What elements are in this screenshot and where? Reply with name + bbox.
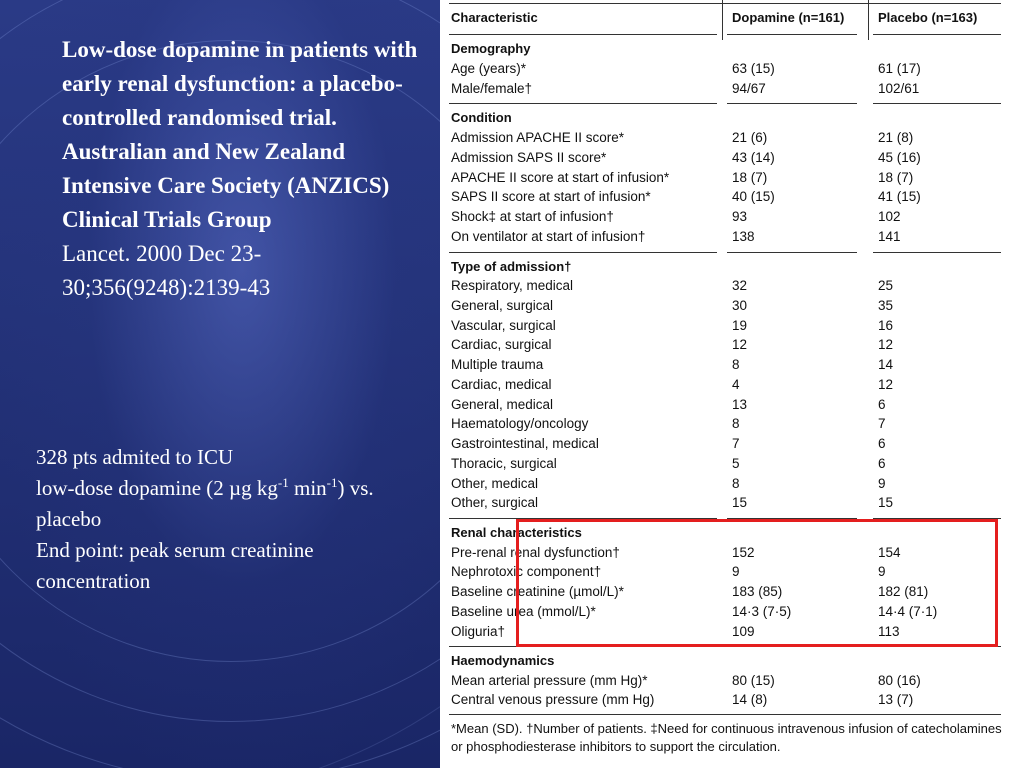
table-row — [440, 474, 1024, 494]
section-title: Renal characteristics — [451, 525, 582, 540]
dopamine-value: 93 — [732, 209, 748, 224]
table-footnote: *Mean (SD). †Number of patients. ‡Need for continuous intravenous infusion of catecholamines or phosphodiesterase inhibitors to support the circulation. — [451, 721, 1002, 754]
row-label: Cardiac, surgical — [451, 337, 552, 352]
table-row — [440, 690, 1024, 710]
row-label: Admission SAPS II score* — [451, 150, 607, 165]
dopamine-value: 4 — [732, 377, 740, 392]
renal-highlight-box — [516, 519, 998, 647]
table-row — [440, 671, 1024, 691]
section-rule — [873, 34, 1001, 35]
table-header-row — [440, 8, 1024, 28]
section-rule — [449, 34, 717, 35]
row-label: APACHE II score at start of infusion* — [451, 170, 670, 185]
placebo-value: 14·4 (7·1) — [878, 604, 938, 619]
section-title: Haemodynamics — [451, 653, 555, 668]
dopamine-value: 8 — [732, 416, 740, 431]
placebo-value: 6 — [878, 397, 886, 412]
row-label: Oliguria† — [451, 624, 506, 639]
table-row — [440, 168, 1024, 188]
section-title: Type of admission† — [451, 259, 572, 274]
row-label: SAPS II score at start of infusion* — [451, 189, 651, 204]
table-row — [440, 207, 1024, 227]
table-row — [440, 434, 1024, 454]
dopamine-value: 80 (15) — [732, 673, 775, 688]
row-label: Haematology/oncology — [451, 416, 589, 431]
dopamine-value: 152 — [732, 545, 755, 560]
table-bottom-rule — [449, 714, 1001, 715]
table-row — [440, 187, 1024, 207]
row-label: Other, medical — [451, 476, 539, 491]
dopamine-value: 32 — [732, 278, 748, 293]
dose-unit: min — [288, 476, 327, 500]
row-label: General, surgical — [451, 298, 554, 313]
table-row — [440, 335, 1024, 355]
row-label: Gastrointestinal, medical — [451, 436, 599, 451]
placebo-value: 6 — [878, 456, 886, 471]
row-label: Pre-renal renal dysfunction† — [451, 545, 620, 560]
section-rule — [727, 252, 857, 253]
table-row — [440, 493, 1024, 513]
table-row — [440, 395, 1024, 415]
dopamine-value: 5 — [732, 456, 740, 471]
placebo-value: 25 — [878, 278, 894, 293]
dopamine-value: 14 (8) — [732, 692, 768, 707]
row-label: Vascular, surgical — [451, 318, 556, 333]
section-title: Condition — [451, 110, 512, 125]
column-divider — [722, 0, 723, 40]
row-label: Mean arterial pressure (mm Hg)* — [451, 673, 648, 688]
placebo-value: 102/61 — [878, 81, 920, 96]
section-rule — [449, 103, 717, 104]
placebo-value: 182 (81) — [878, 584, 929, 599]
row-label: Other, surgical — [451, 495, 539, 510]
placebo-value: 12 — [878, 377, 894, 392]
section-title: Demography — [451, 41, 531, 56]
table-row — [440, 276, 1024, 296]
table-row — [440, 316, 1024, 336]
dopamine-value: 19 — [732, 318, 748, 333]
placebo-value: 14 — [878, 357, 894, 372]
dopamine-value: 15 — [732, 495, 748, 510]
comparator-text: ) vs. placebo — [36, 476, 374, 531]
summary-intervention — [36, 473, 416, 535]
placebo-value: 12 — [878, 337, 894, 352]
column-divider — [868, 0, 869, 40]
placebo-value: 154 — [878, 545, 901, 560]
placebo-value: 41 (15) — [878, 189, 921, 204]
row-label: On ventilator at start of infusion† — [451, 229, 646, 244]
row-label: Baseline creatinine (µmol/L)* — [451, 584, 624, 599]
placebo-value: 13 (7) — [878, 692, 914, 707]
section-rule — [449, 252, 717, 253]
header-characteristic: Characteristic — [451, 10, 538, 25]
table-row — [440, 454, 1024, 474]
dopamine-value: 138 — [732, 229, 755, 244]
section-rule — [727, 103, 857, 104]
placebo-value: 16 — [878, 318, 894, 333]
table-row — [440, 355, 1024, 375]
summary-patients: 328 pts admited to ICU — [36, 445, 234, 469]
placebo-value: 102 — [878, 209, 901, 224]
placebo-value: 21 (8) — [878, 130, 914, 145]
dopamine-value: 14·3 (7·5) — [732, 604, 792, 619]
slide-left-panel — [0, 0, 440, 768]
table-row — [440, 79, 1024, 99]
dopamine-value: 183 (85) — [732, 584, 783, 599]
dopamine-value: 9 — [732, 564, 740, 579]
baseline-characteristics-table — [440, 0, 1024, 768]
placebo-value: 9 — [878, 476, 886, 491]
dopamine-value: 13 — [732, 397, 748, 412]
row-label: Multiple trauma — [451, 357, 544, 372]
dose-text: low-dose dopamine (2 µg kg — [36, 476, 278, 500]
dopamine-value: 94/67 — [732, 81, 766, 96]
row-label: Age (years)* — [451, 61, 527, 76]
placebo-value: 35 — [878, 298, 894, 313]
section-rule — [727, 34, 857, 35]
row-label: Thoracic, surgical — [451, 456, 557, 471]
table-row — [440, 375, 1024, 395]
table-row — [440, 128, 1024, 148]
dopamine-value: 7 — [732, 436, 740, 451]
summary-endpoint: End point: peak serum creatinine concentration — [36, 538, 314, 593]
dopamine-value: 21 (6) — [732, 130, 768, 145]
table-row — [440, 414, 1024, 434]
table-row — [440, 296, 1024, 316]
dopamine-value: 63 (15) — [732, 61, 775, 76]
table-row — [440, 148, 1024, 168]
paper-citation: Lancet. 2000 Dec 23-30;356(9248):2139-43 — [62, 241, 271, 300]
dopamine-value: 12 — [732, 337, 748, 352]
dopamine-value: 18 (7) — [732, 170, 768, 185]
row-label: Admission APACHE II score* — [451, 130, 625, 145]
row-label: Shock‡ at start of infusion† — [451, 209, 614, 224]
row-label: General, medical — [451, 397, 554, 412]
row-label: Male/female† — [451, 81, 533, 96]
dopamine-value: 109 — [732, 624, 755, 639]
placebo-value: 7 — [878, 416, 886, 431]
row-label: Nephrotoxic component† — [451, 564, 602, 579]
section-rule — [873, 252, 1001, 253]
placebo-value: 45 (16) — [878, 150, 921, 165]
placebo-value: 18 (7) — [878, 170, 914, 185]
placebo-value: 80 (16) — [878, 673, 921, 688]
table-top-rule — [449, 3, 1001, 4]
dopamine-value: 43 (14) — [732, 150, 775, 165]
header-placebo: Placebo (n=163) — [878, 10, 978, 25]
table-row — [440, 227, 1024, 247]
dose-exponent: -1 — [277, 475, 289, 490]
row-label: Respiratory, medical — [451, 278, 574, 293]
summary-block — [36, 442, 416, 597]
paper-title: Low-dose dopamine in patients with early renal dysfunction: a placebo-controlled randomised trial. Australian and New Zealand Intensive Care Society (ANZICS) Clinical Trials Group — [62, 37, 418, 232]
title-block — [62, 33, 422, 305]
placebo-value: 61 (17) — [878, 61, 921, 76]
row-label: Central venous pressure (mm Hg) — [451, 692, 655, 707]
placebo-value: 141 — [878, 229, 901, 244]
dopamine-value: 40 (15) — [732, 189, 775, 204]
table-row — [440, 59, 1024, 79]
placebo-value: 6 — [878, 436, 886, 451]
row-label: Baseline urea (mmol/L)* — [451, 604, 596, 619]
row-label: Cardiac, medical — [451, 377, 552, 392]
dopamine-value: 30 — [732, 298, 748, 313]
section-rule — [873, 103, 1001, 104]
placebo-value: 113 — [878, 624, 900, 639]
dopamine-value: 8 — [732, 357, 740, 372]
placebo-value: 9 — [878, 564, 886, 579]
placebo-value: 15 — [878, 495, 894, 510]
header-dopamine: Dopamine (n=161) — [732, 10, 845, 25]
dopamine-value: 8 — [732, 476, 740, 491]
dose-exponent: -1 — [326, 475, 338, 490]
